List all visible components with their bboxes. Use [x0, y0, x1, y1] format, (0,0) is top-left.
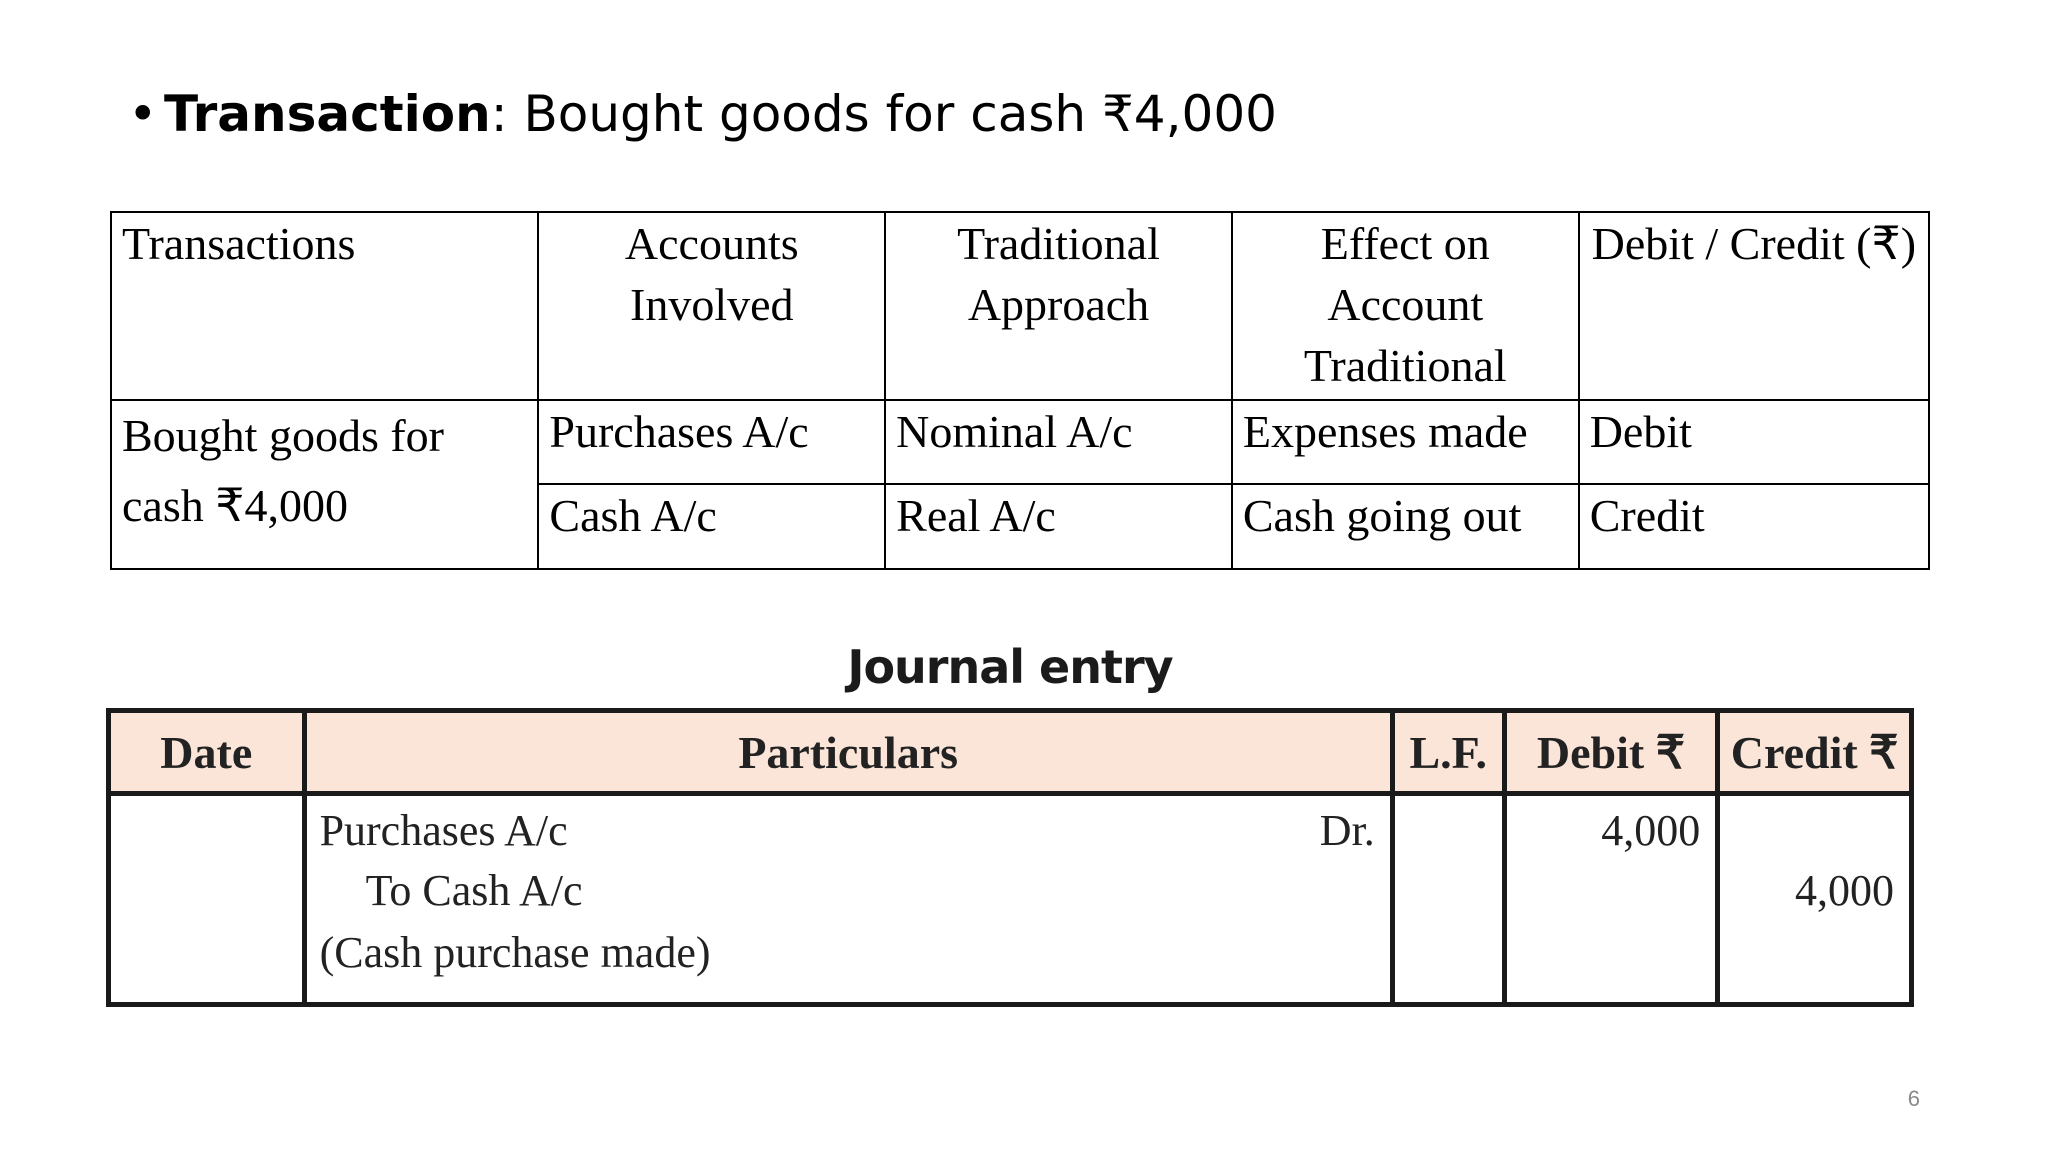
effect-cell: Expenses made: [1232, 400, 1579, 484]
bullet-text: : Bought goods for cash ₹4,000: [490, 85, 1277, 143]
header-credit: Credit ₹: [1718, 711, 1912, 794]
header-lf: L.F.: [1392, 711, 1504, 794]
narration-line: (Cash purchase made): [319, 928, 711, 977]
header-debit-credit: Debit / Credit (₹): [1579, 212, 1929, 400]
header-traditional-approach: Traditional Approach: [885, 212, 1232, 400]
header-effect-on-account: Effect on Account Traditional: [1232, 212, 1579, 400]
table-row: [111, 400, 1929, 484]
approach-cell: Nominal A/c: [885, 400, 1232, 484]
debit-account-line: Purchases A/c: [319, 806, 568, 855]
effect-cell: Cash going out: [1232, 484, 1579, 569]
bullet-point: [128, 78, 1277, 150]
credit-amount-cell: [1718, 794, 1912, 1005]
lf-cell: [1392, 794, 1504, 1005]
journal-table: [106, 708, 1914, 1007]
account-cell: Cash A/c: [538, 484, 885, 569]
credit-amount: 4,000: [1795, 866, 1894, 915]
analysis-header-row: [111, 212, 1929, 400]
header-particulars: Particulars: [304, 711, 1392, 794]
date-cell: [109, 794, 305, 1005]
particulars-cell: [304, 794, 1392, 1005]
journal-entry-row: [109, 794, 1912, 1005]
approach-cell: Real A/c: [885, 484, 1232, 569]
page-number: 6: [1907, 1086, 1920, 1111]
journal-title: Journal entry: [847, 640, 1173, 694]
header-transactions: Transactions: [111, 212, 538, 400]
bullet-label: Transaction: [164, 85, 491, 143]
dr-marker: Dr.: [1319, 806, 1375, 855]
debit-amount-cell: [1504, 794, 1718, 1005]
credit-account-line: To Cash A/c: [365, 866, 583, 915]
debit-credit-cell: Credit: [1579, 484, 1929, 569]
header-accounts-involved: Accounts Involved: [538, 212, 885, 400]
transaction-cell: Bought goods for cash ₹4,000: [111, 400, 538, 569]
debit-credit-cell: Debit: [1579, 400, 1929, 484]
header-date: Date: [109, 711, 305, 794]
analysis-table: [110, 211, 1930, 570]
bullet-icon: •: [128, 85, 158, 143]
debit-amount: 4,000: [1601, 806, 1701, 855]
header-debit: Debit ₹: [1504, 711, 1718, 794]
journal-header-row: [109, 711, 1912, 794]
account-cell: Purchases A/c: [538, 400, 885, 484]
